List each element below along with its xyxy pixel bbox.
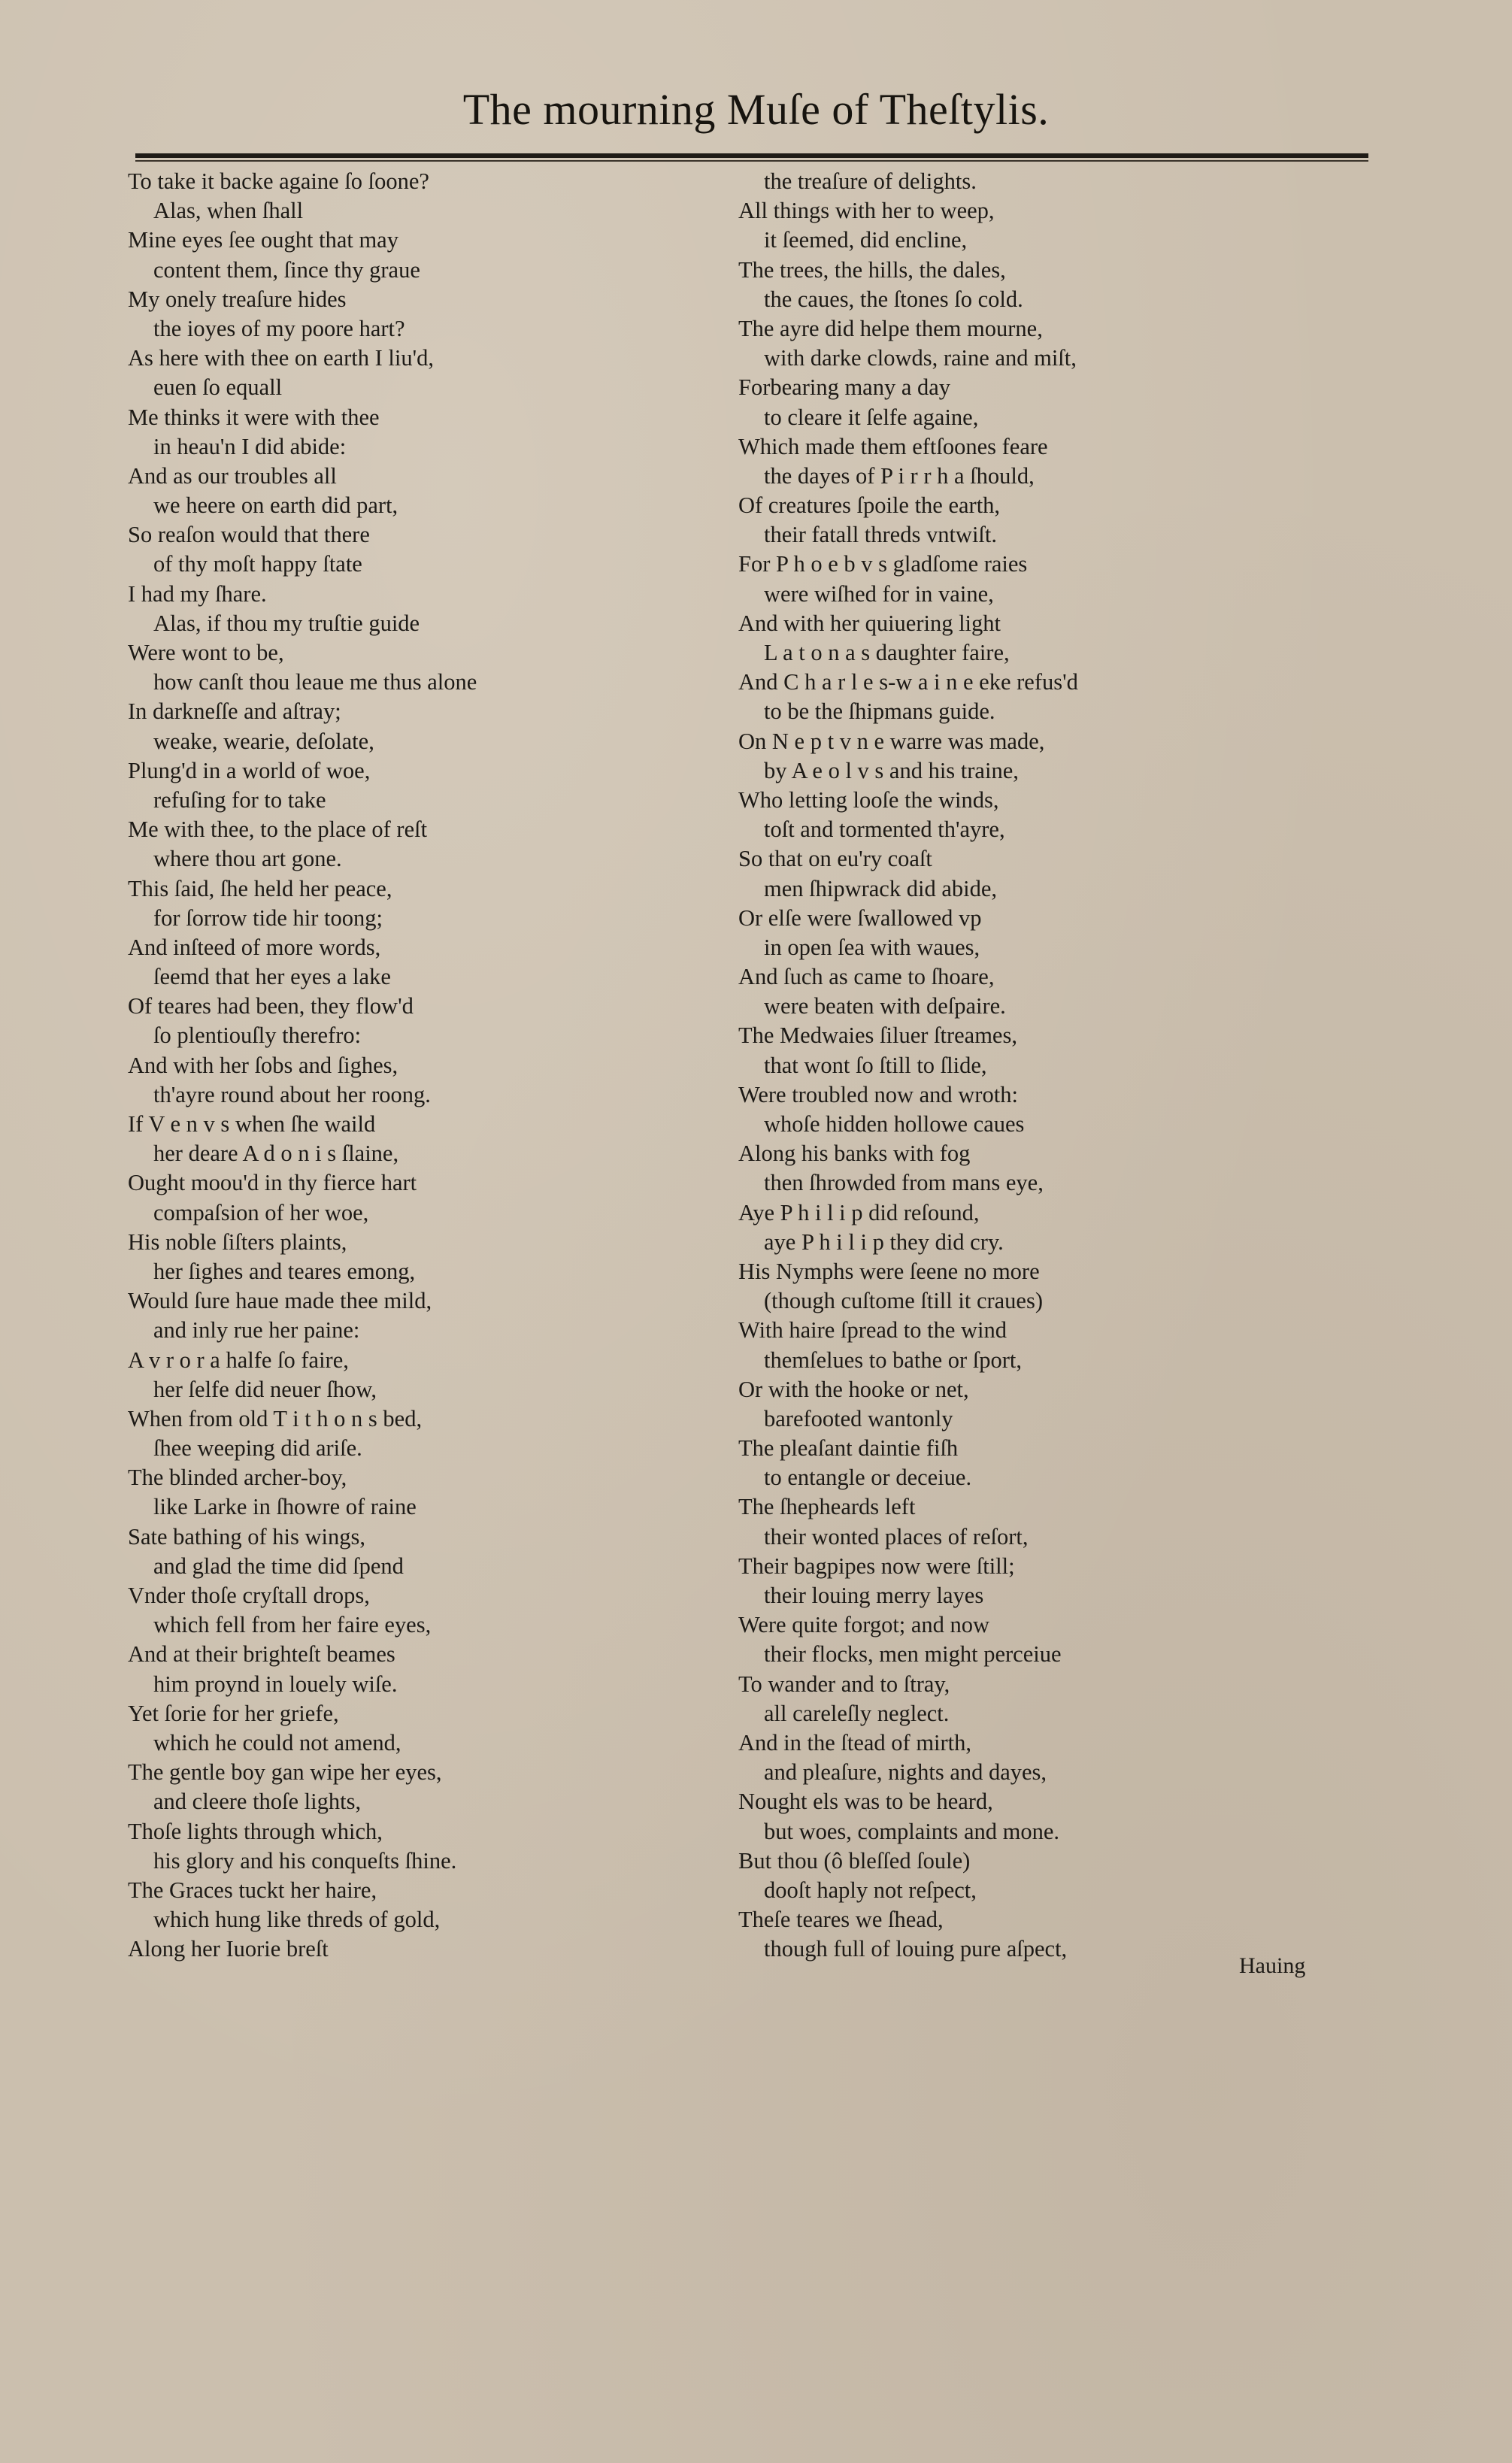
verse-line: With haire ſpread to the wind	[738, 1317, 1007, 1344]
verse-line: Vnder thoſe cryſtall drops,	[128, 1583, 370, 1608]
verse-line: And ſuch as came to ſhoare,	[738, 964, 995, 990]
verse-line: ſeemd that her eyes a lake	[153, 964, 391, 990]
verse-line: the dayes of P i r r h a ſhould,	[764, 462, 1035, 489]
verse-line: their wonted places of reſort,	[764, 1523, 1029, 1550]
verse-line: Yet ſorie for her griefe,	[128, 1700, 339, 1726]
verse-line: their fatall threds vntwiſt.	[764, 522, 998, 548]
verse-line: Plung'd in a world of woe,	[128, 757, 371, 783]
verse-line: Were quite forgot; and now	[738, 1612, 990, 1638]
verse-line: for ſorrow tide hir toong;	[153, 904, 383, 931]
verse-line: Sate bathing of his wings,	[128, 1523, 365, 1550]
verse-line: aye P h i l i p they did cry.	[764, 1228, 1004, 1255]
verse-line: were beaten with deſpaire.	[764, 993, 1006, 1019]
verse-line: Were troubled now and wroth:	[738, 1081, 1018, 1107]
verse-line: Alas, if thou my truſtie guide	[153, 610, 420, 636]
verse-line: For P h o e b v s gladſome raies	[738, 551, 1028, 577]
verse-line: the ioyes of my poore hart?	[153, 315, 405, 341]
header-rule	[135, 153, 1368, 158]
verse-line: When from old T i t h o n s bed,	[128, 1405, 423, 1431]
verse-line: Their bagpipes now were ſtill;	[738, 1553, 1015, 1579]
verse-line: all careleſly neglect.	[764, 1700, 950, 1726]
verse-line: I had my ſhare.	[128, 580, 267, 607]
verse-line: The ſhepheards left	[738, 1494, 916, 1520]
verse-line: And in the ſtead of mirth,	[738, 1729, 972, 1756]
verse-line: The trees, the hills, the dales,	[738, 256, 1006, 283]
verse-line: and inly rue her paine:	[153, 1317, 360, 1344]
left-column	[128, 167, 669, 1964]
verse-line: Ought moou'd in thy fierce hart	[128, 1170, 417, 1196]
verse-line: ſhee weeping did ariſe.	[153, 1435, 362, 1462]
verse-line: Mine eyes ſee ought that may	[128, 227, 398, 253]
verse-line: To wander and to ſtray,	[738, 1671, 950, 1697]
verse-line: which fell from her faire eyes,	[153, 1612, 432, 1638]
verse-line: And C h a r l e s-w a i n e eke refus'd	[738, 669, 1078, 695]
verse-line: him proynd in louely wiſe.	[153, 1671, 398, 1697]
verse-line: dooſt haply not reſpect,	[764, 1877, 977, 1903]
verse-line: So that on eu'ry coaſt	[738, 846, 932, 872]
verse-line: Were wont to be,	[128, 640, 284, 665]
verse-line: Along her Iuorie breſt	[128, 1936, 329, 1962]
verse-line: his glory and his conqueſts ſhine.	[153, 1847, 457, 1874]
verse-line: Of creatures ſpoile the earth,	[738, 492, 1001, 519]
verse-line: Aye P h i l i p did reſound,	[738, 1199, 980, 1225]
verse-line: (though cuſtome ſtill it craues)	[764, 1288, 1043, 1314]
verse-line: her ſelfe did neuer ſhow,	[153, 1376, 377, 1402]
verse-line: Forbearing many a day	[738, 374, 951, 401]
verse-line: Who letting looſe the winds,	[738, 786, 999, 813]
verse-line: In darkneſſe and aſtray;	[128, 698, 341, 725]
verse-line: But thou (ô bleſſed ſoule)	[738, 1847, 971, 1874]
verse-line: how canſt thou leaue me thus alone	[153, 669, 477, 695]
verse-line: And with her ſobs and ſighes,	[128, 1052, 398, 1078]
verse-line: On N e p t v n e warre was made,	[738, 728, 1045, 754]
verse-line: And inſteed of more words,	[128, 934, 381, 960]
verse-line: Thoſe lights through which,	[128, 1818, 383, 1844]
verse-line: ſo plentiouſly therefro:	[153, 1022, 362, 1049]
verse-line: Or with the hooke or net,	[738, 1376, 969, 1402]
catchword: Hauing	[1239, 1953, 1306, 1978]
verse-line: L a t o n a s daughter faire,	[764, 640, 1010, 665]
verse-line: in heau'n I did abide:	[153, 433, 347, 459]
verse-line: To take it backe againe ſo ſoone?	[128, 168, 429, 194]
verse-line: their louing merry layes	[764, 1583, 984, 1608]
verse-line: So reaſon would that there	[128, 522, 370, 548]
verse-line: their flocks, men might perceiue	[764, 1641, 1062, 1668]
verse-line: Me thinks it were with thee	[128, 404, 380, 430]
verse-line: A v r o r a halfe ſo faire,	[128, 1347, 349, 1373]
right-column	[738, 167, 1310, 1964]
verse-line: content them, ſince thy graue	[153, 256, 420, 283]
verse-line: but woes, complaints and mone.	[764, 1818, 1060, 1844]
header-rule-thin	[135, 160, 1368, 162]
page-title: The mourning Muſe of Theſtylis.	[462, 85, 1050, 134]
verse-line: themſelues to bathe or ſport,	[764, 1347, 1023, 1373]
verse-line: and glad the time did ſpend	[153, 1553, 404, 1579]
verse-line: The Graces tuckt her haire,	[128, 1877, 377, 1903]
verse-line: which he could not amend,	[153, 1729, 401, 1756]
verse-line: then ſhrowded from mans eye,	[764, 1170, 1044, 1196]
verse-line: the treaſure of delights.	[764, 168, 977, 194]
verse-line: My onely treaſure hides	[128, 286, 347, 312]
verse-line: Alas, when ſhall	[153, 198, 304, 224]
verse-line: Would ſure haue made thee mild,	[128, 1288, 432, 1314]
verse-line: euen ſo equall	[153, 374, 283, 401]
verse-line: As here with thee on earth I liu'd,	[128, 345, 434, 371]
verse-line: Along his banks with fog	[738, 1141, 971, 1167]
verse-line: Theſe teares we ſhead,	[738, 1907, 944, 1933]
verse-line: of thy moſt happy ſtate	[153, 551, 362, 577]
verse-line: which hung like threds of gold,	[153, 1907, 441, 1933]
verse-line: it ſeemed, did encline,	[764, 227, 968, 253]
verse-line: And as our troubles all	[128, 462, 337, 489]
verse-line: the caues, the ſtones ſo cold.	[764, 286, 1023, 312]
verse-line: weake, wearie, deſolate,	[153, 728, 374, 754]
verse-line: toſt and tormented th'ayre,	[764, 816, 1005, 843]
verse-line: Nought els was to be heard,	[738, 1789, 993, 1815]
verse-line: and pleaſure, nights and dayes,	[764, 1759, 1047, 1786]
verse-line: were wiſhed for in vaine,	[764, 580, 994, 607]
verse-line: we heere on earth did part,	[153, 492, 398, 519]
verse-line: like Larke in ſhowre of raine	[153, 1494, 417, 1520]
verse-line: to cleare it ſelfe againe,	[764, 404, 979, 430]
verse-line: Me with thee, to the place of reſt	[128, 816, 428, 843]
verse-line: Or elſe were ſwallowed vp	[738, 904, 982, 931]
verse-line: All things with her to weep,	[738, 198, 995, 224]
verse-line: Which made them eftſoones feare	[738, 433, 1048, 459]
verse-line: And with her quiuering light	[738, 610, 1001, 636]
verse-line: compaſsion of her woe,	[153, 1199, 369, 1225]
verse-line: The pleaſant daintie fiſh	[738, 1435, 959, 1462]
verse-line: This ſaid, ſhe held her peace,	[128, 875, 392, 901]
verse-line: and cleere thoſe lights,	[153, 1789, 362, 1815]
verse-line: where thou art gone.	[153, 846, 342, 872]
verse-line: in open ſea with waues,	[764, 934, 980, 960]
verse-line: her deare A d o n i s ſlaine,	[153, 1141, 399, 1167]
verse-line: th'ayre round about her roong.	[153, 1081, 431, 1107]
verse-line: barefooted wantonly	[764, 1405, 953, 1431]
verse-line: to entangle or deceiue.	[764, 1465, 972, 1491]
verse-line: The ayre did helpe them mourne,	[738, 315, 1043, 341]
verse-line: that wont ſo ſtill to ſlide,	[764, 1052, 987, 1078]
verse-line: with darke clowds, raine and miſt,	[764, 345, 1077, 371]
verse-line: men ſhipwrack did abide,	[764, 875, 997, 901]
verse-line: The Medwaies ſiluer ſtreames,	[738, 1022, 1017, 1049]
verse-line: The gentle boy gan wipe her eyes,	[128, 1759, 442, 1786]
verse-line: Of teares had been, they flow'd	[128, 993, 414, 1019]
verse-line: though full of louing pure aſpect,	[764, 1936, 1068, 1962]
verse-line: by A e o l v s and his traine,	[764, 757, 1019, 783]
verse-line: If V e n v s when ſhe waild	[128, 1111, 376, 1137]
verse-line: her ſighes and teares emong,	[153, 1258, 416, 1284]
verse-line: refuſing for to take	[153, 786, 326, 813]
verse-line: His noble ſiſters plaints,	[128, 1228, 347, 1255]
verse-line: The blinded archer-boy,	[128, 1465, 347, 1491]
verse-line: whoſe hidden hollowe caues	[764, 1111, 1025, 1137]
verse-line: His Nymphs were ſeene no more	[738, 1258, 1040, 1284]
verse-line: And at their brighteſt beames	[128, 1641, 395, 1668]
verse-line: to be the ſhipmans guide.	[764, 698, 995, 725]
